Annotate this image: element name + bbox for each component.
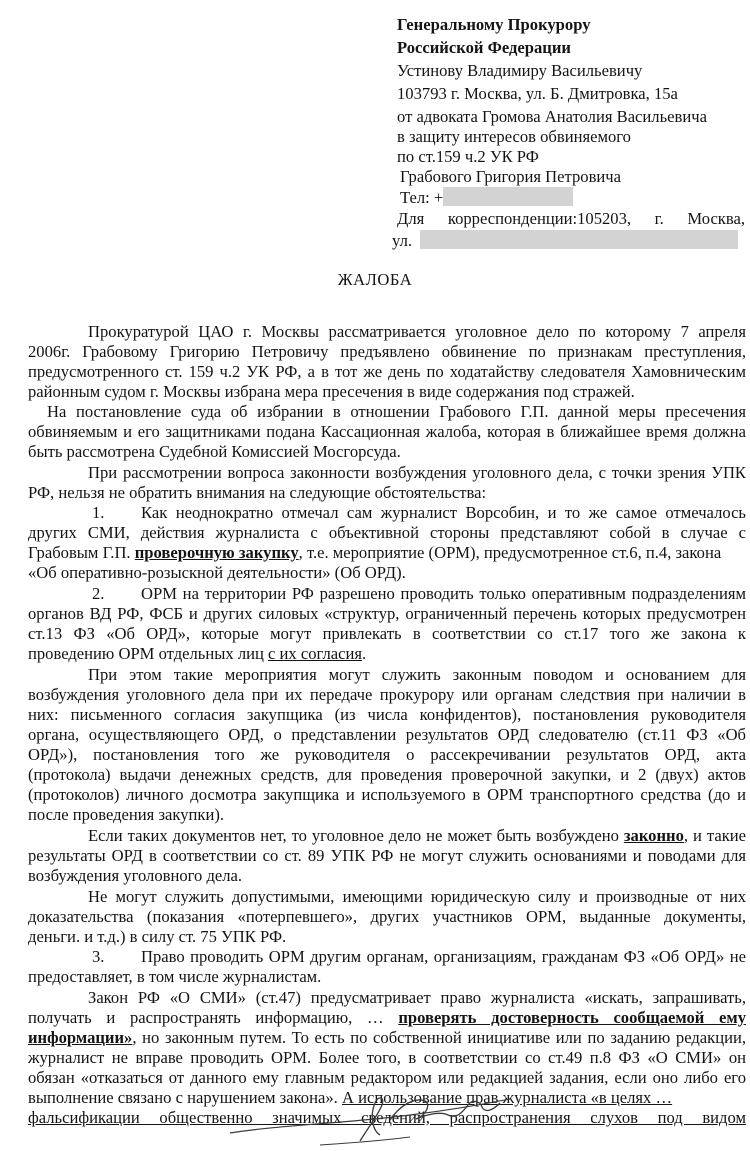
list-number-2: 2. — [92, 584, 105, 603]
addressee-name: Устинову Владимиру Васильевичу — [397, 61, 643, 80]
body-line: обвиняемым и его защитниками подана Кассационная жалоба, которая в ближайшее время должна — [28, 422, 746, 441]
body-line: возбуждения уголовного дела. — [28, 866, 243, 885]
correspondence-label: Для — [397, 209, 425, 228]
body-line — [88, 825, 746, 846]
emphasis-text: законно — [623, 826, 684, 845]
correspondence-city-prefix: г. — [654, 209, 664, 228]
body-line — [28, 1007, 746, 1028]
body-line: них: письменного согласия закупщика (из числа конфидентов), постановления руководителя — [28, 705, 746, 724]
body-line: предоставляет, в том числе журналистам. — [28, 967, 322, 986]
body-line: других СМИ, действия журналиста с объективной стороны представляют собой в случае с — [28, 523, 746, 542]
street-line — [392, 230, 738, 251]
body-line: журналист не вправе проводить ОРМ. Более того, в соответствии со ст.49 п.8 ФЗ «О СМИ» он — [28, 1048, 746, 1067]
body-line: При рассмотрении вопроса законности возбуждения уголовного дела, с точки зрения УПК — [88, 463, 746, 482]
body-line: ОРД»), постановления того же руководителя о рассекречивании результатов ОРД, акта — [28, 745, 746, 764]
body-line: органа, осуществляющего ОРД, о представлении результатов ОРД следователю (ст.11 ФЗ «Об — [28, 725, 746, 744]
body-line: Не могут служить допустимыми, имеющими юридическую силу и производные от них — [88, 887, 746, 906]
body-line: возбуждения уголовного дела при их передаче прокурору или органам следствия при наличии в — [28, 685, 746, 704]
emphasis-text: информации» — [28, 1028, 133, 1047]
body-text: . — [362, 644, 367, 663]
body-line: районным судом г. Москвы избрана мера пресечения в виде содержания под стражей. — [28, 382, 635, 401]
addressee-country: Российской Федерации — [397, 38, 571, 57]
emphasis-text: А использование прав журналиста «в целях … — [341, 1088, 673, 1107]
body-line: На постановление суда об избрании в отношении Грабового Г.П. данной меры пресечения — [47, 402, 746, 421]
body-text: Если таких документов нет, то уголовное дело не может быть возбуждено — [88, 826, 624, 845]
body-line: результаты ОРД в соответствии со ст. 89 УПК РФ не могут служить основаниями и поводами для — [28, 846, 746, 865]
body-line: фальсификации общественно значимых сведений, распространения слухов под видом — [28, 1108, 746, 1127]
body-line: (протокола) выдачи денежных средств, для проведения проверочной закупки, и 2 (двух) актов — [28, 765, 746, 784]
body-text: получать и распространять информацию, … — [28, 1008, 399, 1027]
sender-article: по ст.159 ч.2 УК РФ — [397, 147, 539, 166]
body-line: РФ, нельзя не обратить внимания на следующие обстоятельства: — [28, 483, 487, 502]
body-line: органов ВД РФ, ФСБ и других силовых «структур, ограниченный перечень которых предусмотрен — [28, 604, 746, 623]
body-line: Закон РФ «О СМИ» (ст.47) предусматривает право журналиста «искать, запрашивать, — [88, 988, 746, 1007]
body-line: Прокуратурой ЦАО г. Москвы рассматривается уголовное дело по которому 7 апреля — [88, 322, 746, 341]
body-line: после проведения закупки). — [28, 805, 224, 824]
correspondence-city: Москва, — [687, 209, 745, 228]
emphasis-text: проверять достоверность сообщаемой ему — [398, 1008, 746, 1027]
emphasis-text: проверочную закупку — [134, 543, 299, 562]
addressee-address: 103793 г. Москва, ул. Б. Дмитровка, 15а — [397, 84, 678, 103]
body-line — [28, 643, 366, 664]
body-line: ст.13 ФЗ «Об ОРД», которые могут привлекать в соответствии со ст.17 того же закона к — [28, 624, 746, 643]
body-text: , т.е. мероприятие (ОРМ), предусмотренное ст.6, п.4, закона — [298, 543, 722, 562]
body-text: выполнение связано с нарушением закона». — [28, 1088, 342, 1107]
body-line: (протоколов) личного досмотра закупщика и используемого в ОРМ транспортного средства (до и — [28, 785, 746, 804]
sender-name: от адвоката Громова Анатолия Васильевича — [397, 107, 707, 126]
body-line — [28, 542, 721, 563]
body-line: ОРМ на территории РФ разрешено проводить только оперативным подразделениям — [141, 584, 746, 603]
body-line: «Об оперативно-розыскной деятельности» (Об ОРД). — [28, 563, 406, 582]
body-line — [28, 1027, 746, 1048]
accused-name: Грабового Григория Петровича — [400, 167, 622, 186]
body-line: 2006г. Грабовому Григорию Петровичу предъявлено обвинение по признакам преступления, — [28, 342, 746, 361]
list-number-1: 1. — [92, 503, 105, 522]
body-line: быть рассмотрена Судебной Комиссией Мосгорсуда. — [28, 442, 401, 461]
body-text: , но законным путем. То есть по собственной инициативе или по заданию редакции, — [132, 1028, 746, 1047]
body-line: Право проводить ОРМ другим органам, организациям, гражданам ФЗ «Об ОРД» не — [141, 947, 746, 966]
list-number-3: 3. — [92, 947, 105, 966]
body-line: Как неоднократно отмечал сам журналист Ворсобин, и то же самое отмечалось — [141, 503, 746, 522]
document-title: ЖАЛОБА — [337, 270, 413, 289]
phone-line — [400, 187, 573, 208]
street-label: ул. — [392, 231, 412, 250]
redacted-phone — [443, 187, 573, 206]
body-text: проведению ОРМ отдельных лиц — [28, 644, 269, 663]
handwritten-signature — [210, 1075, 520, 1151]
emphasis-text: с их согласия — [268, 644, 363, 663]
body-line: предусмотренного ст. 159 ч.2 УК РФ, а в тот же день по ходатайству следователя Хамовническим — [28, 362, 746, 381]
body-text: , и такие — [683, 826, 746, 845]
redacted-street — [420, 230, 738, 249]
sender-role: в защиту интересов обвиняемого — [397, 127, 631, 146]
correspondence-index: корреспонденции:105203, — [447, 209, 632, 228]
body-line: При этом такие мероприятия могут служить законным поводом и основанием для — [88, 665, 746, 684]
addressee-title: Генеральному Прокурору — [397, 15, 591, 34]
body-line: обязан «отказаться от данного ему главным редактором или редакцией задания, если оно либо его — [28, 1068, 746, 1087]
phone-label: Тел: + — [400, 188, 444, 207]
body-text: Грабовым Г.П. — [28, 543, 135, 562]
body-line: деньги. и т.д.) в силу ст. 75 УПК РФ. — [28, 927, 287, 946]
correspondence-line — [397, 208, 745, 229]
body-line: доказательства (показания «потерпевшего», других участников ОРМ, выданные документы, — [28, 907, 746, 926]
